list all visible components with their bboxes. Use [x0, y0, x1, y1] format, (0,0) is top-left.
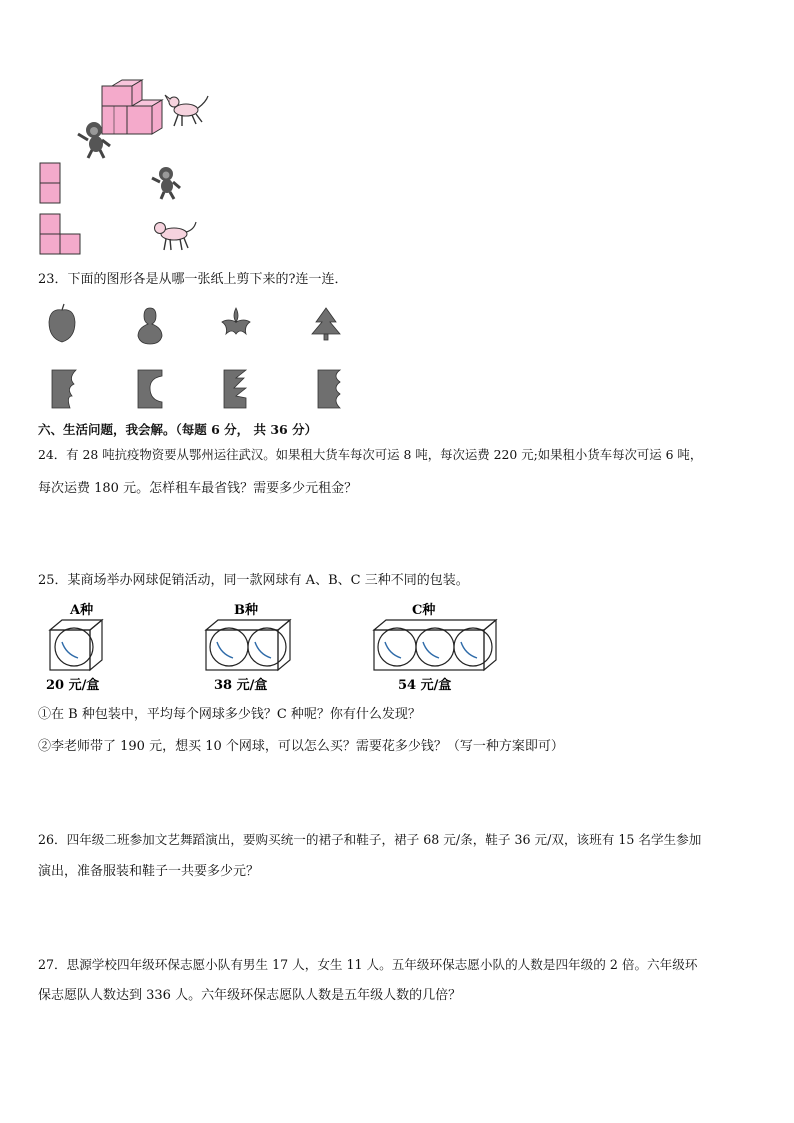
package-b — [206, 602, 290, 693]
dog-small-icon — [155, 222, 197, 250]
section-6-heading: 六、生活问题，我会解。（每题 6 分， 共 36 分） — [38, 422, 318, 437]
question-27-line-1: 27．思源学校四年级环保志愿小队有男生 17 人，女生 11 人。五年级环保志愿小队的人数是四年级的 2 倍。六年级环 — [38, 957, 698, 972]
folded-paper-4-icon — [318, 370, 340, 408]
folded-paper-1-icon — [52, 370, 76, 408]
dog-icon — [165, 95, 208, 126]
tree-shape-icon — [312, 308, 340, 340]
paper-cut-figure — [40, 300, 360, 415]
question-26-line-2: 演出，准备服装和鞋子一共要多少元？ — [38, 864, 260, 879]
package-a-label: A种 — [70, 603, 94, 618]
question-27-line-2: 保志愿队人数达到 336 人。六年级环保志愿队人数是五年级人数的几倍？ — [38, 988, 462, 1003]
tennis-package-figure — [40, 600, 510, 698]
question-25-sub-2: ②李老师带了 190 元，想买 10 个网球，可以怎么买？需要花多少钱？（写一种方案即可） — [38, 739, 564, 754]
package-c-price: 54 元/盒 — [398, 678, 452, 693]
cube-stack-image — [102, 80, 162, 134]
question-24-line-1: 24．有 28 吨抗疫物资要从鄂州运往武汉。如果租大货车每次可运 8 吨，每次运费 220 元;如果租小货车每次可运 6 吨， — [38, 447, 703, 462]
flower-shape-icon — [222, 308, 250, 334]
question-26-line-1: 26．四年级二班参加文艺舞蹈演出，要购买统一的裙子和鞋子，裙子 68 元/条，鞋子 36 元/双，该班有 15 名学生参加 — [38, 832, 702, 847]
apple-shape-icon — [49, 304, 75, 342]
cube-observation-figure — [30, 78, 220, 260]
package-c — [374, 602, 496, 693]
folded-paper-2-icon — [138, 370, 162, 408]
package-c-label: C种 — [412, 603, 436, 618]
monkey-small-icon — [152, 167, 180, 199]
package-b-label: B种 — [234, 603, 258, 618]
folded-paper-3-icon — [224, 370, 246, 408]
question-25-text: 25．某商场举办网球促销活动，同一款网球有 A、B、C 三种不同的包装。 — [38, 573, 469, 588]
view-l-shape — [40, 214, 80, 254]
package-a — [46, 602, 102, 693]
question-25-sub-1: ①在 B 种包装中，平均每个网球多少钱？C 种呢？你有什么发现？ — [38, 707, 421, 722]
view-two-squares — [40, 163, 60, 203]
question-24-line-2: 每次运费 180 元。怎样租车最省钱？需要多少元租金？ — [38, 481, 358, 496]
package-a-price: 20 元/盒 — [46, 678, 100, 693]
gourd-shape-icon — [138, 308, 162, 344]
package-b-price: 38 元/盒 — [214, 678, 268, 693]
question-23-text: 23．下面的图形各是从哪一张纸上剪下来的?连一连． — [38, 272, 348, 287]
